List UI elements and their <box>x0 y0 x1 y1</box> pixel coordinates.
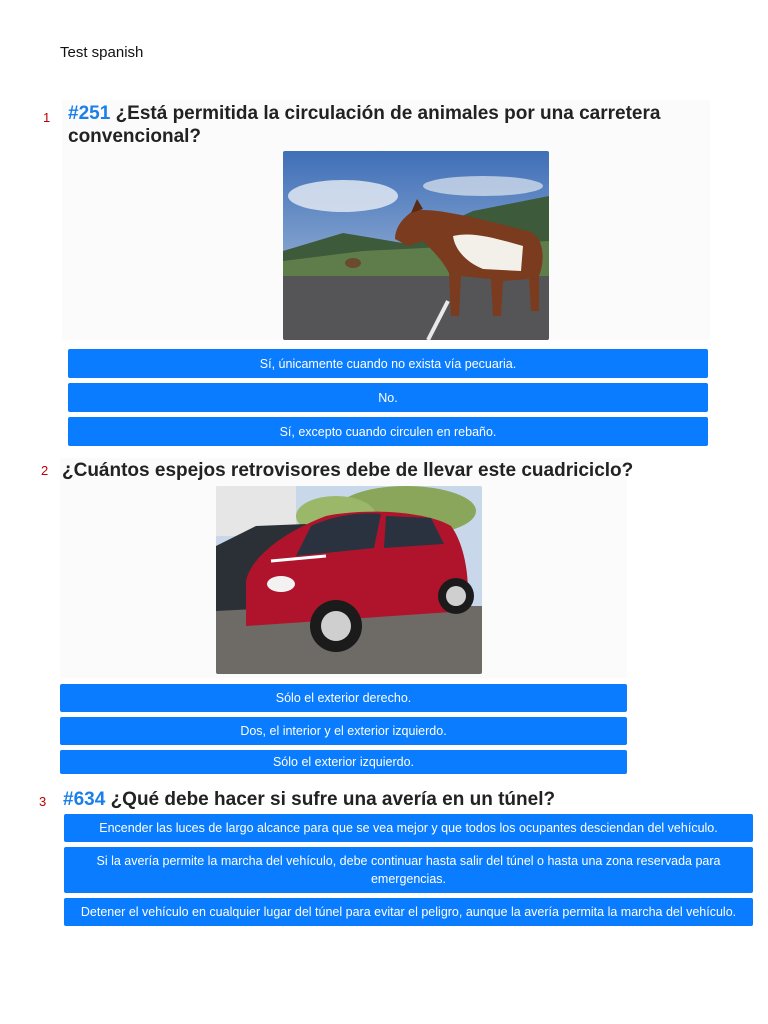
answer-option[interactable]: Dos, el interior y el exterior izquierdo. <box>60 717 627 745</box>
question-text: ¿Cuántos espejos retrovisores debe de llevar este cuadriciclo? <box>62 460 634 481</box>
answer-list <box>60 684 627 779</box>
question-id: #251 <box>68 103 111 124</box>
answer-option[interactable]: Detener el vehículo en cualquier lugar del túnel para evitar el peligro, aunque la avería permita la marcha del vehículo. <box>64 898 753 926</box>
answer-option[interactable]: Sólo el exterior derecho. <box>60 684 627 712</box>
horse-image <box>283 151 549 340</box>
answer-option[interactable]: Sí, excepto cuando circulen en rebaño. <box>68 417 708 446</box>
answer-option[interactable]: Sólo el exterior izquierdo. <box>60 750 627 774</box>
question-number: 3 <box>39 794 47 809</box>
answer-option[interactable]: Si la avería permite la marcha del vehículo, debe continuar hasta salir del túnel o hasta una zona reservada para emergencias. <box>64 847 753 893</box>
question-number: 1 <box>43 110 51 125</box>
question-title <box>62 459 702 482</box>
question-id: #634 <box>63 789 106 810</box>
quadricycle-image <box>216 486 482 674</box>
horse-on-road-photo <box>283 151 549 340</box>
answer-option[interactable]: Encender las luces de largo alcance para que se vea mejor y que todos los ocupantes desciendan del vehículo. <box>64 814 753 842</box>
answer-option[interactable]: Sí, únicamente cuando no exista vía pecuaria. <box>68 349 708 378</box>
question-text: ¿Está permitida la circulación de animales por una carretera convencional? <box>68 103 661 147</box>
answer-list <box>64 814 753 931</box>
question-text: ¿Qué debe hacer si sufre una avería en un túnel? <box>110 789 556 810</box>
question-number: 2 <box>41 463 49 478</box>
question-title <box>63 788 743 811</box>
document-title: Test spanish <box>60 44 144 61</box>
red-quadricycle-photo <box>216 486 482 674</box>
question-title <box>68 102 688 148</box>
answer-option[interactable]: No. <box>68 383 708 412</box>
answer-list <box>68 349 708 451</box>
